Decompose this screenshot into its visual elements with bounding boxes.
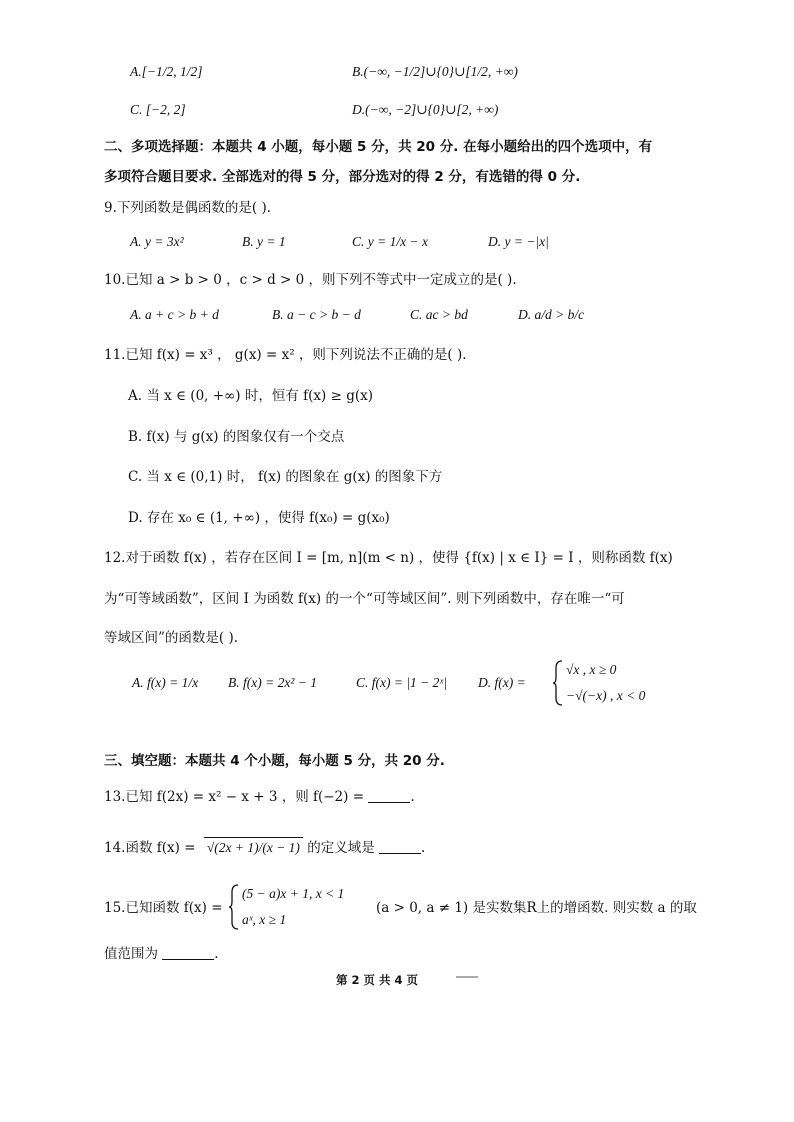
scan-mark <box>456 976 478 978</box>
q12-option-d-case1: √x , x ≥ 0 <box>566 662 617 677</box>
q9-option-d: D. y = −|x| <box>488 234 549 249</box>
q12-option-b: B. f(x) = 2x² − 1 <box>228 675 317 690</box>
q14-answer-blank[interactable] <box>379 839 421 854</box>
q14-prefix: 14.函数 f(x) = <box>104 840 196 856</box>
brace-icon <box>552 660 564 706</box>
q13-stem <box>104 787 415 807</box>
q15-suffix: (a > 0, a ≠ 1) 是实数集R上的增函数. 则实数 a 的取 <box>376 900 697 916</box>
q14-radicand: (2x + 1)/(x − 1) <box>214 840 300 855</box>
q15-case1: (5 − a)x + 1, x < 1 <box>242 886 345 901</box>
q13-answer-blank[interactable] <box>368 788 410 803</box>
q11-option-d: D. 存在 x₀ ∈ (1, +∞) ，使得 f(x₀) = g(x₀) <box>128 510 390 526</box>
q12-stem-line2: 为“可等域函数”，区间 I 为函数 f(x) 的一个“可等域区间”. 则下列函数中，存在唯一“可 <box>104 591 625 607</box>
q11-option-b: B. f(x) 与 g(x) 的图象仅有一个交点 <box>128 429 345 445</box>
section2-heading-line1: 二、多项选择题：本题共 4 小题，每小题 5 分，共 20 分. 在每小题给出的四个选项中，有 <box>104 139 653 155</box>
q8-option-b: B.(−∞, −1/2]∪{0}∪[1/2, +∞) <box>352 64 518 79</box>
q13-period: . <box>410 789 415 805</box>
q10-stem: 10.已知 a > b > 0 ，c > d > 0 ，则下列不等式中一定成立的是( ). <box>104 272 517 288</box>
q12-option-d-prefix: D. f(x) = <box>478 675 526 690</box>
q15-answer-blank[interactable] <box>162 945 214 960</box>
q12-option-c: C. f(x) = |1 − 2ˣ| <box>356 675 447 690</box>
q11-option-c: C. 当 x ∈ (0,1) 时， f(x) 的图象在 g(x) 的图象下方 <box>128 469 443 485</box>
q12-stem-line1: 12.对于函数 f(x) ，若存在区间 I = [m, n](m < n) ，使得 {f(x) | x ∈ I} = I ，则称函数 f(x) <box>104 550 673 566</box>
q9-option-a: A. y = 3x² <box>130 234 184 249</box>
q9-option-b: B. y = 1 <box>242 234 286 249</box>
q15-prefix: 15.已知函数 f(x) = <box>104 900 223 916</box>
q15-period: . <box>214 946 219 962</box>
q8-option-c: C. [−2, 2] <box>130 102 186 117</box>
q8-option-d: D.(−∞, −2]∪{0}∪[2, +∞) <box>352 102 499 117</box>
page-footer: 第 2 页 共 4 页 <box>336 973 419 987</box>
q10-option-d: D. a/d > b/c <box>518 307 585 322</box>
q13-stem-text: 13.已知 f(2x) = x² − x + 3 ，则 f(−2) = <box>104 789 365 805</box>
q15-line2-text: 值范围为 <box>104 946 158 962</box>
q15-case2: aˣ, x ≥ 1 <box>242 912 287 927</box>
q15-line2 <box>104 944 219 964</box>
q14-stem <box>104 837 425 858</box>
q12-option-a: A. f(x) = 1/x <box>132 675 199 690</box>
q14-radical: √(2x + 1)/(x − 1) <box>204 837 303 858</box>
q12-option-d-brace <box>552 660 564 706</box>
q10-option-b: B. a − c > b − d <box>272 307 361 322</box>
q15-brace <box>228 884 240 930</box>
q9-stem: 9.下列函数是偶函数的是( ). <box>104 200 271 216</box>
q14-period: . <box>421 840 426 856</box>
q10-option-c: C. ac > bd <box>410 307 468 322</box>
q9-option-c: C. y = 1/x − x <box>352 234 428 249</box>
section2-heading-line2: 多项符合题目要求. 全部选对的得 5 分，部分选对的得 2 分，有选错的得 0 分. <box>104 169 581 185</box>
q8-option-a: A.[−1/2, 1/2] <box>130 64 203 79</box>
q11-option-a: A. 当 x ∈ (0, +∞) 时，恒有 f(x) ≥ g(x) <box>128 388 373 404</box>
q11-stem: 11.已知 f(x) = x³ ， g(x) = x² ，则下列说法不正确的是( ). <box>104 347 467 363</box>
q12-stem-line3: 等域区间”的函数是( ). <box>104 630 239 646</box>
q10-option-a: A. a + c > b + d <box>130 307 219 322</box>
q14-suffix: 的定义域是 <box>307 840 375 856</box>
section3-heading: 三、填空题：本题共 4 个小题，每小题 5 分，共 20 分. <box>104 753 445 769</box>
brace-icon <box>228 884 240 930</box>
q12-option-d-case2: −√(−x) , x < 0 <box>566 688 646 703</box>
